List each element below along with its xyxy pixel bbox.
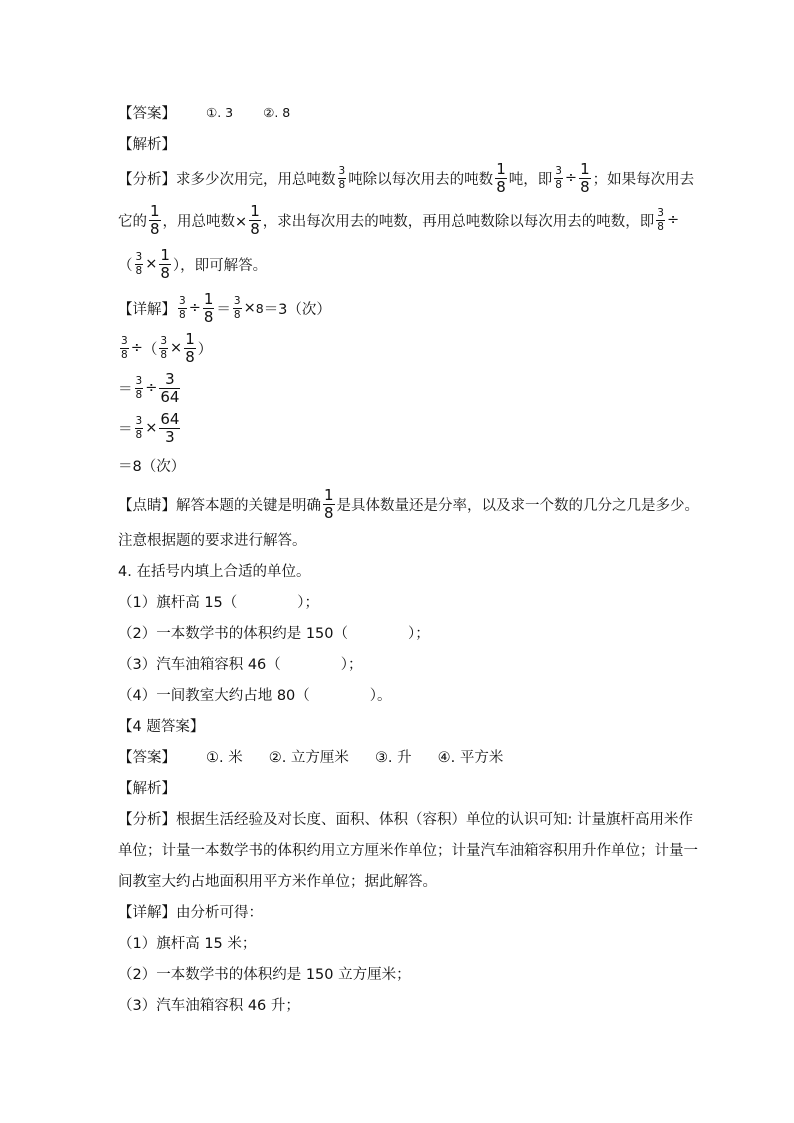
q4-answer-2: ②. 立方厘米 [268, 749, 349, 766]
fenxi-text: ；如果每次用去 [592, 171, 695, 188]
q4-item-pre: （2）一本数学书的体积约是 150（ [118, 625, 349, 642]
fraction-1-8: $\frac{1}{8}$ [160, 245, 170, 282]
detail-line-4 [118, 410, 182, 446]
q4-item-post: ）； [297, 594, 320, 611]
fraction-3-8: $\frac{3}{8}$ [135, 375, 143, 401]
q4-item-4 [118, 683, 392, 705]
fraction-3-8: $\frac{3}{8}$ [121, 335, 128, 361]
q4-item-pre: （1）旗杆高 15（ [118, 594, 238, 611]
dianjing-line-2 [118, 528, 307, 550]
detail-tag: 【详解】 [118, 904, 176, 921]
div-sign: ÷ [130, 340, 143, 356]
dianjing-text: 解答本题的关键是明确 [176, 497, 321, 514]
q4-answer-heading [118, 714, 204, 736]
fenxi-tag: 【分析】 [118, 811, 176, 828]
eq-sign: ＝ [216, 301, 231, 318]
detail-line-3 [118, 370, 182, 406]
q4-item-pre: （3）汽车油箱容积 46（ [118, 656, 281, 673]
answer-line [118, 101, 290, 123]
fenxi-text: 求多少次用完，用总吨数 [176, 171, 336, 188]
q4-answer-3: ③. 升 [374, 749, 412, 766]
dianjing-text: 注意根据题的要求进行解答。 [118, 532, 307, 549]
detail-line-2 [118, 330, 212, 366]
div-sign: ÷ [666, 212, 680, 228]
detail-text: （2）一本数学书的体积约是 150 立方厘米； [118, 966, 411, 983]
fraction-3-8: $\frac{3}{8}$ [135, 415, 143, 441]
dianjing-tag: 【点睛】 [118, 497, 176, 514]
answer-2: ②. 8 [263, 104, 291, 120]
fraction-3-8: $\frac{3}{8}$ [338, 165, 346, 191]
fenxi-text: 根据生活经验及对长度、面积、体积（容积）单位的认识可知: 计量旗杆高用米作 [176, 811, 693, 828]
fenxi-text: ，求出每次用去的吨数，再用总吨数除以每次用去的吨数，即 [262, 213, 655, 230]
fraction-64-3: $\frac{64}{3}$ [160, 409, 180, 446]
lparen: （ [142, 341, 158, 358]
times-sign: × [145, 256, 158, 272]
fraction-3-8: $\frac{3}{8}$ [555, 165, 562, 191]
fraction-3-8: $\frac{3}{8}$ [233, 295, 241, 321]
fraction-1-8: $\frac{1}{8}$ [203, 289, 214, 326]
q4-fenxi-line-3 [118, 869, 437, 891]
times-sign: × [243, 300, 256, 316]
dianjing-text: 是具体数量还是分率，以及求一个数的几分之几是多少。 [336, 497, 700, 514]
fraction-1-8: $\frac{1}{8}$ [496, 159, 506, 196]
fraction-3-8: $\frac{3}{8}$ [160, 335, 168, 361]
fraction-3-8: $\frac{3}{8}$ [179, 295, 186, 321]
lparen: （ [118, 257, 133, 274]
detail-line-5 [118, 454, 185, 476]
fraction-1-8: $\frac{1}{8}$ [185, 329, 195, 366]
detail-result: ＝8（次） [118, 458, 186, 475]
eq-sign: ＝ [118, 381, 133, 398]
answer-tag: 【答案】 [118, 749, 176, 766]
q4-title-text: 4. 在括号内填上合适的单位。 [118, 563, 311, 580]
fraction-3-8: $\frac{3}{8}$ [657, 207, 664, 233]
fraction-1-8: $\frac{1}{8}$ [324, 485, 334, 522]
q4-detail-2 [118, 962, 411, 984]
q4-item-pre: （4）一间教室大约占地 80（ [118, 687, 310, 704]
q4-item-post: ）； [340, 656, 363, 673]
fenxi-text: 单位；计量一本数学书的体积约用立方厘米作单位；计量汽车油箱容积用升作单位；计量一 [118, 842, 698, 859]
fenxi-text: ，用总吨数× [162, 213, 248, 230]
q4-detail-3 [118, 993, 300, 1015]
fenxi-text: 它的 [118, 213, 147, 230]
q4-item-post: ）； [408, 625, 430, 642]
fenxi-tag: 【分析】 [118, 171, 176, 188]
fenxi-line-3 [118, 246, 267, 282]
q4-analysis-heading [118, 776, 176, 798]
rparen: ） [197, 341, 213, 358]
fraction-1-8: $\frac{1}{8}$ [150, 201, 160, 238]
q4-item-3 [118, 652, 363, 674]
fraction-3-8: $\frac{3}{8}$ [135, 251, 143, 277]
fraction-1-8: $\frac{1}{8}$ [580, 159, 590, 196]
fenxi-text: 间教室大约占地面积用平方米作单位；据此解答。 [118, 873, 437, 890]
q4-answer-1: ①. 米 [206, 749, 243, 766]
answer-tag: 【答案】 [118, 105, 176, 122]
q4-title [118, 559, 310, 581]
q4-answer-heading-text: 【4 题答案】 [118, 718, 205, 735]
q4-fenxi-line-1 [118, 807, 693, 829]
div-sign: ÷ [145, 380, 158, 396]
detail-line-1: 【详解】 $\frac{3}{8}$ ÷ $\frac{1}{8}$ ＝ $\frac{3}{8}$ × 8 ＝3（次） [118, 289, 331, 326]
q4-answer-line [118, 745, 503, 767]
fraction-1-8: $\frac{1}{8}$ [250, 201, 260, 238]
div-sign: ÷ [564, 170, 578, 186]
times-sign: × [145, 420, 158, 436]
q4-item-1 [118, 590, 319, 612]
detail-intro: 由分析可得： [176, 904, 263, 921]
analysis-tag: 【解析】 [118, 136, 176, 153]
detail-tag: 【详解】 [118, 301, 176, 318]
eq-sign: ＝ [118, 421, 133, 438]
q4-detail-1 [118, 931, 256, 953]
dianjing-line-1 [118, 486, 699, 522]
q4-answer-4: ④. 平方米 [437, 749, 504, 766]
analysis-tag: 【解析】 [118, 780, 176, 797]
q4-item-2 [118, 621, 430, 643]
detail-text: （1）旗杆高 15 米； [118, 935, 257, 952]
fenxi-text: ），即可解答。 [172, 257, 268, 274]
fraction-3-64: $\frac{3}{64}$ [160, 369, 180, 406]
q4-fenxi-line-2 [118, 838, 698, 860]
analysis-heading [118, 132, 176, 154]
div-sign: ÷ [188, 300, 201, 316]
fenxi-text: 吨，即 [508, 171, 553, 188]
fenxi-line-2 [118, 202, 679, 238]
detail-result: ＝3（次） [263, 301, 331, 318]
detail-text: （3）汽车油箱容积 46 升； [118, 997, 300, 1014]
answer-1: ①. 3 [206, 104, 234, 120]
q4-detail-heading [118, 900, 263, 922]
fenxi-text: 吨除以每次用去的吨数 [348, 171, 494, 188]
q4-item-post: ）。 [369, 687, 392, 704]
fenxi-line-1 [118, 160, 694, 196]
times-sign: × [170, 340, 183, 356]
